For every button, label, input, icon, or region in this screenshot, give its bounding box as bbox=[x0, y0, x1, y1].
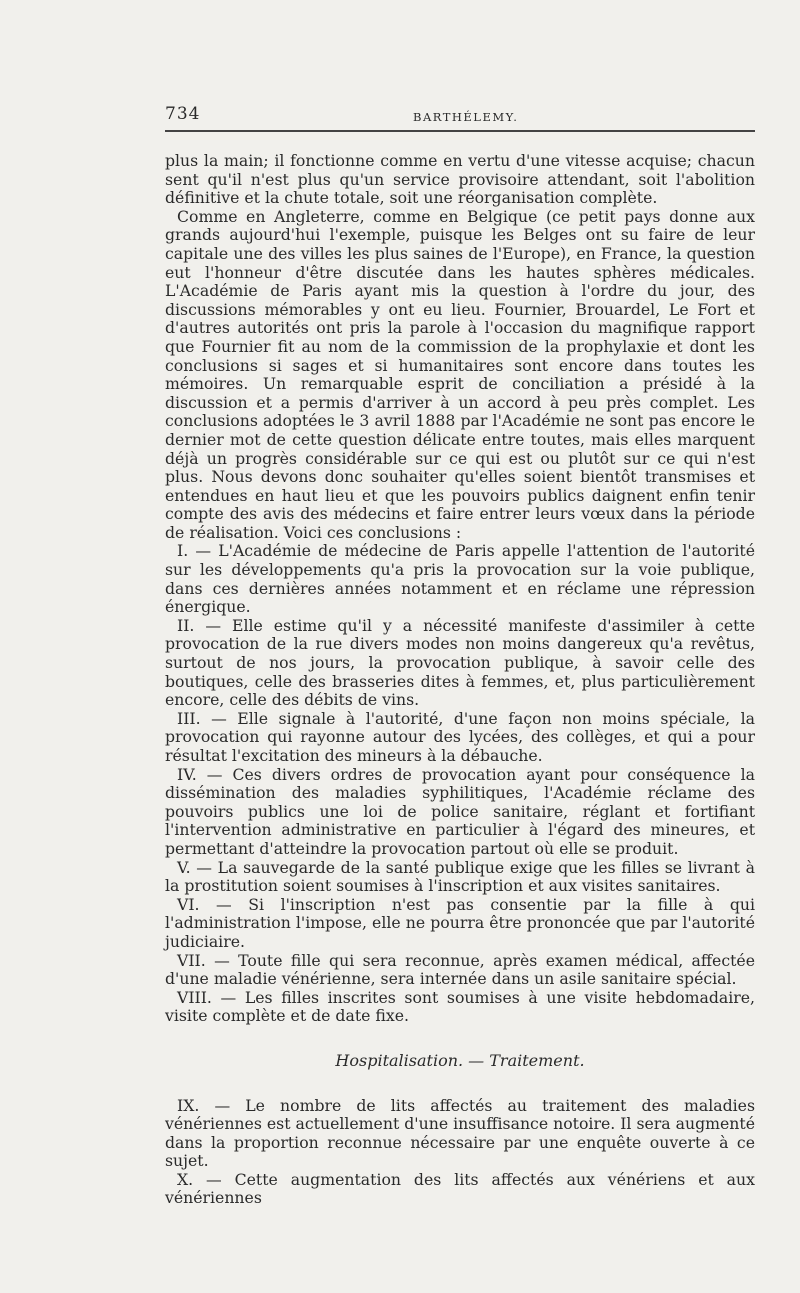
paragraph-continuation: plus la main; il fonctionne comme en vertu d'une vitesse acquise; chacun sent qu'il n'est plus qu'un service provisoire attendant, soit l'abolition définitive et la chute totale, soit une réorganisation complète. bbox=[165, 151, 755, 208]
paragraph-academie: Comme en Angleterre, comme en Belgique (ce petit pays donne aux grands aujourd'hui l'exemple, puisque les Belges ont su faire de leur capitale une des villes les plus saines de l'Europe), en France, la question eut l'honneur d'être discutée dans les hautes sphères médicales. L'Académie de Paris ayant mis la question à l'ordre du jour, des discussions mémorables y ont eu lieu. Fournier, Brouardel, Le Fort et d'autres autorités ont pris la parole à l'occasion du magnifique rapport que Fournier fit au nom de la commission de la prophylaxie et dont les conclusions si sages et si humanitaires sont encore dans toutes les mémoires. Un remarquable esprit de conciliation a présidé à la discussion et a permis d'arriver à un accord à peu près complet. Les conclusions adoptées le 3 avril 1888 par l'Académie ne sont pas encore le dernier mot de cette question délicate entre toutes, mais elles marquent déjà un progrès considérable sur ce qui est ou plutôt sur ce qui n'est plus. Nous devons donc souhaiter qu'elles soient bientôt transmises et entendues en haut lieu et que les pouvoirs publics daignent enfin tenir compte des avis des médecins et faire entrer leurs vœux dans la période de réalisation. Voici ces conclusions : bbox=[165, 206, 755, 542]
conclusion-viii: VIII. — Les filles inscrites sont soumises à une visite hebdomadaire, visite complète et de date fixe. bbox=[165, 987, 755, 1026]
conclusion-iv: IV. — Ces divers ordres de provocation ayant pour conséquence la dissémination des maladies syphilitiques, l'Académie réclame des pouvoirs publics une loi de police sanitaire, réglant et fortifiant l'intervention administrative en particulier à l'égard des mineures, et permettant d'atteindre la provocation partout où elle se produit. bbox=[165, 764, 755, 858]
conclusion-vi: VI. — Si l'inscription n'est pas consentie par la fille à qui l'administration l'impose, elle ne pourra être prononcée que par l'autorité judiciaire. bbox=[165, 894, 755, 951]
conclusion-i: I. — L'Académie de médecine de Paris appelle l'attention de l'autorité sur les développements qu'a pris la provocation sur la voie publique, dans ces dernières années notamment et en réclame une répression énergique. bbox=[165, 541, 755, 617]
header-rule bbox=[165, 130, 755, 132]
conclusion-x: X. — Cette augmentation des lits affectés aux vénériens et aux vénériennes bbox=[165, 1169, 755, 1208]
conclusion-ix: IX. — Le nombre de lits affectés au traitement des maladies vénériennes est actuellement d'une insuffisance notoire. Il sera augmenté dans la proportion reconnue nécessaire par une enquête ouverte à ce sujet. bbox=[165, 1095, 755, 1171]
running-head: BARTHÉLEMY. bbox=[413, 110, 519, 124]
page-body bbox=[165, 152, 755, 1208]
conclusion-iii: III. — Elle signale à l'autorité, d'une façon non moins spéciale, la provocation qui rayonne autour des lycées, des collèges, et qui a pour résultat l'excitation des mineurs à la débauche. bbox=[165, 708, 755, 765]
section-subheading: Hospitalisation. — Traitement. bbox=[335, 1050, 585, 1070]
page-header bbox=[165, 104, 755, 128]
conclusion-v: V. — La sauvegarde de la santé publique exige que les filles se livrant à la prostitution soient soumises à l'inscription et aux visites sanitaires. bbox=[165, 857, 755, 896]
conclusion-ii: II. — Elle estime qu'il y a nécessité manifeste d'assimiler à cette provocation de la rue divers modes non moins dangereux qu'a revêtus, surtout de nos jours, la provocation publique, à savoir celle des boutiques, celle des brasseries dites à femmes, et, plus particulièrement encore, celle des débits de vins. bbox=[165, 615, 755, 710]
page-number: 734 bbox=[165, 104, 201, 124]
conclusion-vii: VII. — Toute fille qui sera reconnue, après examen médical, affectée d'une maladie vénérienne, sera internée dans un asile sanitaire spécial. bbox=[165, 950, 755, 989]
